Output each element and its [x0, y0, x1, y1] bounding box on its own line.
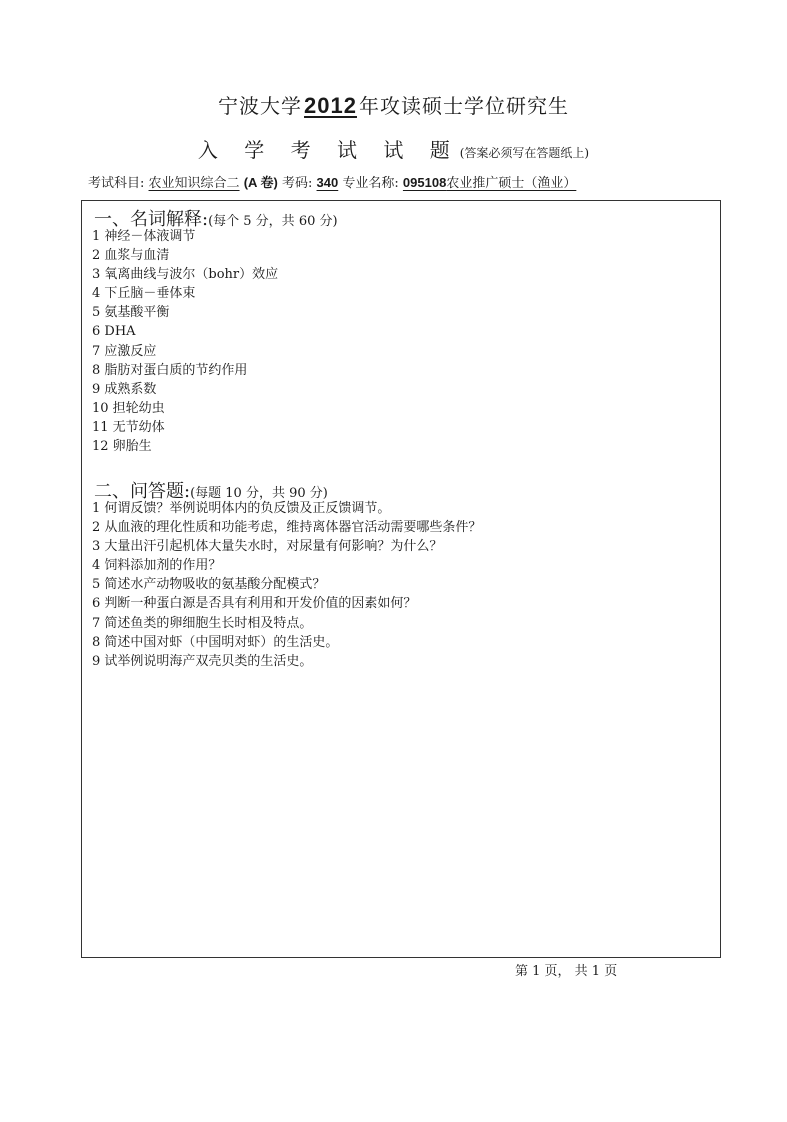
- list-item: 12 卵胎生: [92, 439, 152, 455]
- exam-year: 2012: [304, 93, 357, 118]
- list-item: 9 试举例说明海产双壳贝类的生活史。: [92, 653, 313, 669]
- list-item: 4 下丘脑－垂体束: [92, 286, 196, 302]
- list-item: 3 大量出汗引起机体大量失水时，对尿量有何影响？为什么？: [92, 539, 443, 555]
- section1-title: 一、名词解释:: [94, 209, 209, 230]
- title-suffix: 年攻读硕士学位研究生: [358, 94, 569, 118]
- list-item: 7 应激反应: [92, 343, 157, 359]
- list-item: 7 简述鱼类的卵细胞生长时相及特点。: [92, 615, 313, 631]
- list-item: 6 判断一种蛋白源是否具有利用和开发价值的因素如何？: [92, 596, 417, 612]
- title-prefix: 宁波大学: [218, 94, 303, 118]
- list-item: 8 脂肪对蛋白质的节约作用: [92, 362, 248, 378]
- major-label: 专业名称:: [342, 176, 399, 191]
- section2-title: 二、问答题:: [94, 481, 191, 502]
- list-item: 10 担轮幼虫: [92, 400, 165, 416]
- list-item: 2 从血液的理化性质和功能考虑，维持离体器官活动需要哪些条件？: [92, 520, 482, 536]
- list-item: 3 氧离曲线与波尔（bohr）效应: [92, 267, 279, 283]
- list-item: 6 DHA: [92, 324, 136, 340]
- list-item: 4 饲料添加剂的作用？: [92, 558, 222, 574]
- subtitle-text: 入 学 考 试 试 题: [197, 138, 460, 162]
- exam-title: [0, 90, 787, 119]
- subject-label: 考试科目:: [88, 176, 145, 191]
- subject-info: [88, 172, 738, 191]
- code-value: 340: [316, 175, 339, 190]
- term-list: [92, 227, 278, 456]
- question-list: [92, 499, 481, 671]
- list-item: 5 简述水产动物吸收的氨基酸分配模式？: [92, 577, 326, 593]
- list-item: 1 何谓反馈？举例说明体内的负反馈及正反馈调节。: [92, 501, 391, 516]
- list-item: 11 无节幼体: [92, 419, 165, 435]
- major-code: 095108: [402, 175, 447, 190]
- paper-type: (A 卷): [243, 175, 278, 190]
- list-item: 9 成熟系数: [92, 381, 157, 397]
- subtitle-note: (答案必须写在答题纸上): [459, 146, 590, 160]
- list-item: 5 氨基酸平衡: [92, 305, 170, 321]
- question-box: [81, 200, 721, 958]
- subject-value: 农业知识综合二: [148, 176, 240, 191]
- list-item: 1 神经－体液调节: [92, 229, 196, 244]
- list-item: 8 简述中国对虾（中国明对虾）的生活史。: [92, 634, 339, 650]
- exam-subtitle: [0, 134, 787, 163]
- major-name: 农业推广硕士（渔业）: [446, 176, 577, 191]
- section2-note: (每题 10 分，共 90 分): [190, 486, 328, 501]
- list-item: 2 血浆与血清: [92, 248, 170, 264]
- code-label: 考码:: [282, 176, 313, 191]
- section1-note: (每个 5 分，共 60 分): [208, 214, 338, 229]
- page-number: 第 1 页， 共 1 页: [515, 964, 618, 979]
